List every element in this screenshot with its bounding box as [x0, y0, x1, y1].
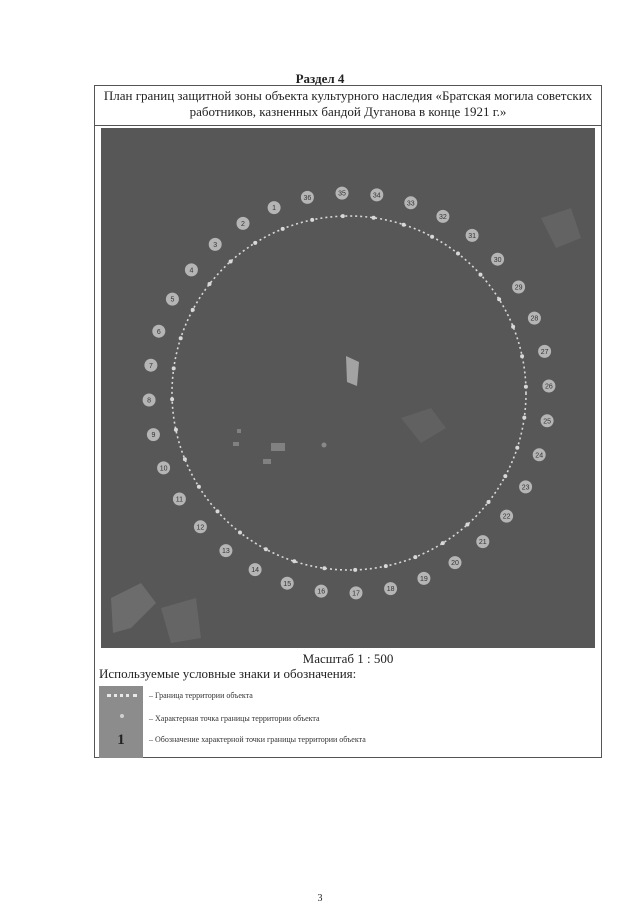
boundary-point-label — [350, 586, 363, 599]
point-label-number: 20 — [451, 560, 459, 568]
boundary-point-marker — [353, 568, 357, 572]
boundary-point-marker — [292, 559, 296, 563]
boundary-point-label — [404, 196, 417, 209]
terrain-features — [111, 208, 581, 643]
boundary-point-marker — [430, 235, 434, 239]
boundary-point-label — [152, 325, 165, 338]
section-title: Раздел 4 — [295, 71, 345, 86]
boundary-point-marker — [479, 273, 483, 277]
map-scale: Масштаб 1 : 500 — [302, 651, 394, 666]
boundary-point-marker — [281, 227, 285, 231]
boundary-point-label — [157, 461, 170, 474]
boundary-point-label — [436, 210, 449, 223]
boundary-point-label — [315, 585, 328, 598]
plan-title-line-1: План границ защитной зоны объекта культурного наследия «Братская могила советских — [103, 88, 593, 103]
legend-title: Используемые условные знаки и обозначения: — [99, 666, 357, 681]
boundary-point-marker — [487, 500, 491, 504]
boundary-point-marker — [384, 564, 388, 568]
point-label-number: 18 — [386, 586, 395, 594]
terrain-patch — [161, 598, 201, 643]
protection-zone-boundary — [172, 216, 526, 570]
point-label-number: 5 — [170, 296, 175, 304]
boundary-point-marker — [172, 366, 176, 370]
boundary-point-marker — [520, 354, 524, 358]
boundary-point-label — [370, 188, 383, 201]
point-label-number: 4 — [189, 267, 194, 275]
point-label-number: 24 — [535, 452, 544, 460]
point-label-number: 2 — [241, 221, 245, 228]
terrain-patch — [233, 442, 239, 446]
boundary-point-label — [147, 428, 160, 441]
boundary-point-label — [185, 263, 198, 276]
boundary-point-label — [476, 535, 489, 548]
boundary-point-marker — [310, 218, 314, 222]
boundary-point-marker — [441, 541, 445, 545]
point-label-number: 36 — [303, 195, 312, 202]
point-label-number: 13 — [222, 548, 230, 556]
point-label-number: 9 — [151, 432, 156, 440]
plan-frame — [94, 85, 602, 758]
boundary-point-label — [336, 187, 349, 200]
boundary-point-label — [249, 563, 262, 576]
boundary-point-marker — [413, 555, 417, 559]
point-label-number: 12 — [196, 524, 205, 532]
boundary-point-label — [144, 359, 157, 372]
point-label-number: 28 — [530, 315, 539, 323]
boundary-point-label — [538, 345, 551, 358]
boundary-point-label — [466, 229, 479, 242]
boundary-point-marker — [497, 297, 501, 301]
boundary-point-label — [528, 312, 541, 325]
terrain-dot — [322, 443, 327, 448]
boundary-point-marker — [402, 223, 406, 227]
terrain-patch — [111, 583, 156, 633]
legend-point-icon — [120, 714, 124, 718]
point-label-number: 34 — [372, 192, 381, 200]
boundary-point-label — [417, 572, 430, 585]
map-image — [101, 128, 595, 648]
boundary-point-marker — [216, 509, 220, 513]
terrain-patch — [271, 443, 285, 451]
boundary-point-label — [533, 448, 546, 461]
legend-boundary-line-icon — [107, 694, 137, 697]
boundary-point-marker — [197, 485, 201, 489]
point-label-number: 14 — [251, 567, 259, 575]
point-label-number: 19 — [420, 576, 428, 583]
boundary-point-label — [512, 281, 525, 294]
point-label-number: 29 — [514, 284, 523, 292]
boundary-point-marker — [515, 446, 519, 450]
boundary-point-marker — [174, 428, 178, 432]
point-label-number: 35 — [338, 190, 346, 198]
plan-title — [95, 86, 601, 126]
point-label-number: 30 — [493, 256, 502, 264]
boundary-point-marker — [229, 260, 233, 264]
plan-title-line-2: работников, казненных бандой Дуганова в конце 1921 г.» — [189, 104, 507, 119]
boundary-point-label — [500, 510, 513, 523]
point-label-number: 26 — [545, 383, 553, 391]
map-svg — [101, 128, 595, 648]
point-label-number: 27 — [540, 349, 549, 356]
legend-item-boundary: – Граница территории объекта — [149, 691, 253, 700]
boundary-point-marker — [170, 397, 174, 401]
point-label-number: 25 — [543, 418, 551, 426]
boundary-point-label — [219, 544, 232, 557]
boundary-point-marker — [322, 566, 326, 570]
boundary-point-marker — [179, 336, 183, 340]
boundary-point-label — [209, 238, 222, 251]
boundary-point-marker — [191, 308, 195, 312]
boundary-point-label — [194, 520, 207, 533]
point-label-number: 31 — [468, 233, 476, 240]
terrain-patch — [541, 208, 581, 248]
boundary-point-marker — [465, 523, 469, 527]
boundary-point-label — [268, 201, 281, 214]
legend-item-point: – Характерная точка границы территории объекта — [149, 714, 320, 723]
boundary-point-label — [301, 191, 314, 204]
point-label-number: 8 — [147, 397, 152, 405]
point-label-number: 6 — [156, 328, 161, 336]
page-number: 3 — [317, 893, 323, 904]
terrain-patch — [237, 429, 241, 433]
point-label-number: 21 — [478, 539, 487, 547]
point-label-number: 10 — [159, 465, 168, 473]
point-label-number: 32 — [439, 214, 447, 221]
point-label-number: 33 — [406, 200, 415, 208]
boundary-point-label — [541, 414, 554, 427]
boundary-point-label — [542, 380, 555, 393]
boundary-point-label — [384, 582, 397, 595]
boundary-point-label — [237, 217, 250, 230]
point-label-number: 11 — [175, 496, 184, 504]
boundary-point-marker — [524, 385, 528, 389]
legend-point-number: 1 — [117, 732, 125, 748]
boundary-point-label — [491, 253, 504, 266]
point-label-number: 17 — [352, 590, 360, 598]
boundary-point-marker — [341, 214, 345, 218]
monument-polygon — [346, 356, 359, 386]
boundary-point-marker — [238, 531, 242, 535]
boundary-point-label — [281, 577, 294, 590]
boundary-point-label — [143, 394, 156, 407]
boundary-point-label — [173, 493, 186, 506]
boundary-point-marker — [372, 216, 376, 220]
boundary-point-marker — [253, 241, 257, 245]
point-label-number: 3 — [213, 242, 218, 249]
point-label-number: 7 — [148, 362, 153, 370]
boundary-point-label — [166, 293, 179, 306]
point-label-number: 1 — [272, 205, 277, 213]
point-label-number: 23 — [521, 484, 530, 492]
boundary-point-marker — [456, 252, 460, 256]
boundary-point-marker — [183, 457, 187, 461]
boundary-point-marker — [208, 282, 212, 286]
boundary-point-marker — [503, 474, 507, 478]
terrain-patch — [401, 408, 446, 443]
boundary-point-marker — [511, 325, 515, 329]
terrain-patch — [263, 459, 271, 464]
point-label-number: 16 — [317, 588, 326, 596]
boundary-point-label — [519, 480, 532, 493]
boundary-point-marker — [264, 547, 268, 551]
point-label-number: 22 — [502, 513, 511, 521]
legend-item-point-label: – Обозначение характерной точки границы территории объекта — [149, 735, 366, 744]
point-label-number: 15 — [283, 580, 292, 588]
boundary-point-label — [449, 556, 462, 569]
boundary-point-marker — [522, 416, 526, 420]
